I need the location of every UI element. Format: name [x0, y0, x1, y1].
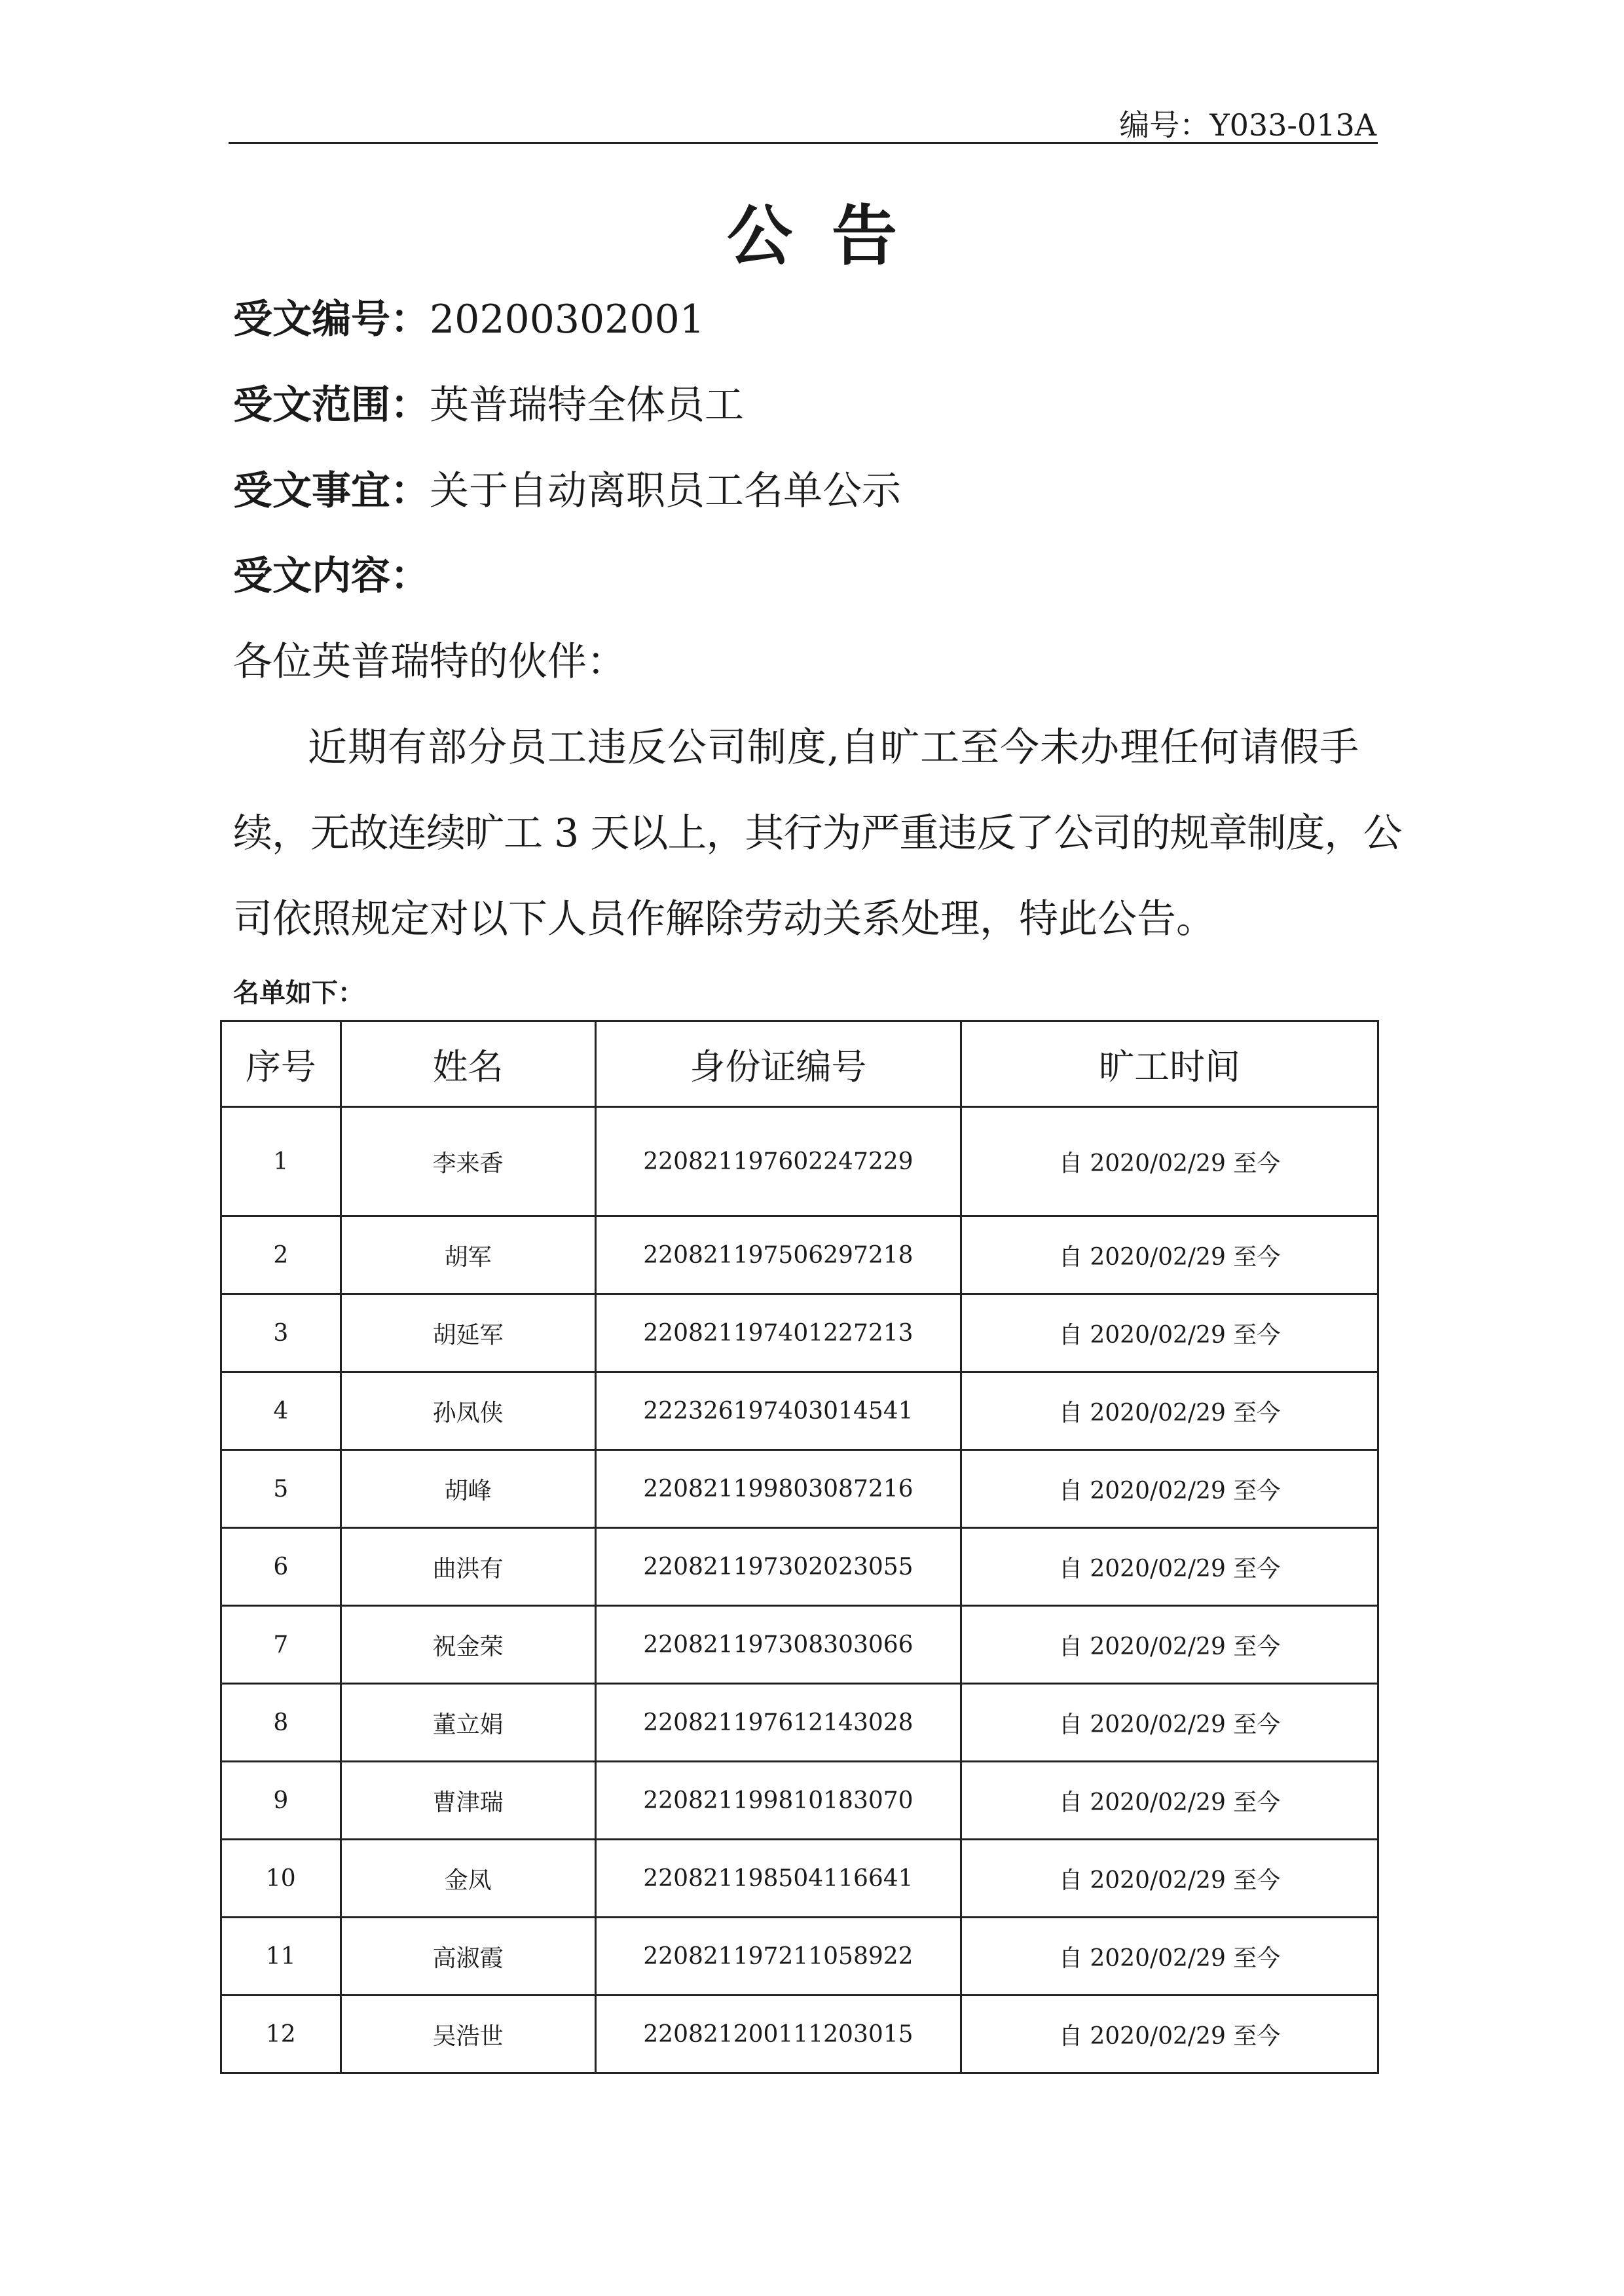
cell-index: 5 — [221, 1450, 341, 1528]
cell-index: 12 — [221, 1995, 341, 2073]
cell-index: 4 — [221, 1372, 341, 1450]
dismissal-table — [220, 1020, 1379, 2074]
body-line-1: 近期有部分员工违反公司制度,自旷工至今未办理任何请假手 — [308, 725, 1360, 771]
cell-index: 9 — [221, 1762, 341, 1840]
cell-name: 金凤 — [341, 1840, 595, 1918]
list-label: 名单如下： — [233, 978, 364, 1008]
cell-absence-time: 自 2020/02/29 至今 — [961, 1216, 1378, 1294]
table-row — [221, 1606, 1378, 1684]
cell-id-number: 220821199810183070 — [595, 1762, 961, 1840]
cell-name: 高淑霞 — [341, 1918, 595, 1995]
cell-id-number: 220821199803087216 — [595, 1450, 961, 1528]
cell-id-number: 220821197612143028 — [595, 1684, 961, 1762]
cell-index: 7 — [221, 1606, 341, 1684]
greeting: 各位英普瑞特的伙伴： — [233, 639, 626, 685]
field-value: 英普瑞特全体员工 — [430, 382, 744, 428]
field-value: 关于自动离职员工名单公示 — [430, 468, 901, 514]
header-id-number: 身份证编号 — [595, 1021, 961, 1107]
cell-absence-time: 自 2020/02/29 至今 — [961, 1684, 1378, 1762]
cell-name: 孙凤侠 — [341, 1372, 595, 1450]
cell-absence-time: 自 2020/02/29 至今 — [961, 1107, 1378, 1216]
header-index: 序号 — [221, 1021, 341, 1107]
table-row — [221, 1107, 1378, 1216]
cell-id-number: 222326197403014541 — [595, 1372, 961, 1450]
cell-index: 10 — [221, 1840, 341, 1918]
field-label: 受文事宜： — [233, 468, 430, 514]
cell-absence-time: 自 2020/02/29 至今 — [961, 1450, 1378, 1528]
cell-absence-time: 自 2020/02/29 至今 — [961, 1840, 1378, 1918]
cell-absence-time: 自 2020/02/29 至今 — [961, 1918, 1378, 1995]
cell-index: 6 — [221, 1528, 341, 1606]
header-name: 姓名 — [341, 1021, 595, 1107]
table-row — [221, 1684, 1378, 1762]
cell-absence-time: 自 2020/02/29 至今 — [961, 1995, 1378, 2073]
table-row — [221, 1216, 1378, 1294]
header-divider — [229, 142, 1378, 144]
body-line-3: 司依照规定对以下人员作解除劳动关系处理，特此公告。 — [233, 896, 1215, 942]
document-number: 编号：Y033-013A — [1119, 107, 1376, 143]
cell-index: 2 — [221, 1216, 341, 1294]
cell-id-number: 220821197506297218 — [595, 1216, 961, 1294]
field-label: 受文范围： — [233, 382, 430, 428]
body-line-2: 续，无故连续旷工 3 天以上，其行为严重违反了公司的规章制度，公 — [233, 811, 1402, 856]
table-row — [221, 1528, 1378, 1606]
cell-name: 胡峰 — [341, 1450, 595, 1528]
table-row — [221, 1294, 1378, 1372]
field-content — [233, 545, 430, 601]
cell-index: 8 — [221, 1684, 341, 1762]
table-header-row — [221, 1021, 1378, 1107]
cell-id-number: 220821197308303066 — [595, 1606, 961, 1684]
cell-name: 吴浩世 — [341, 1995, 595, 2073]
cell-id-number: 220821200111203015 — [595, 1995, 961, 2073]
field-scope — [233, 374, 744, 430]
table-row — [221, 1918, 1378, 1995]
cell-id-number: 220821198504116641 — [595, 1840, 961, 1918]
table-row — [221, 1840, 1378, 1918]
cell-index: 3 — [221, 1294, 341, 1372]
cell-name: 李来香 — [341, 1107, 595, 1216]
cell-absence-time: 自 2020/02/29 至今 — [961, 1294, 1378, 1372]
field-value: 20200302001 — [430, 297, 705, 342]
cell-absence-time: 自 2020/02/29 至今 — [961, 1528, 1378, 1606]
table-row — [221, 1450, 1378, 1528]
field-label: 受文编号： — [233, 297, 430, 342]
table-row — [221, 1762, 1378, 1840]
page-title: 公告 — [727, 197, 936, 274]
cell-name: 祝金荣 — [341, 1606, 595, 1684]
field-label: 受文内容： — [233, 553, 430, 599]
cell-absence-time: 自 2020/02/29 至今 — [961, 1372, 1378, 1450]
cell-id-number: 220821197602247229 — [595, 1107, 961, 1216]
cell-id-number: 220821197401227213 — [595, 1294, 961, 1372]
cell-name: 曲洪有 — [341, 1528, 595, 1606]
cell-id-number: 220821197302023055 — [595, 1528, 961, 1606]
cell-absence-time: 自 2020/02/29 至今 — [961, 1606, 1378, 1684]
cell-id-number: 220821197211058922 — [595, 1918, 961, 1995]
field-subject — [233, 460, 901, 516]
field-doc-number — [233, 288, 705, 344]
table-row — [221, 1372, 1378, 1450]
table-row — [221, 1995, 1378, 2073]
cell-name: 胡军 — [341, 1216, 595, 1294]
cell-absence-time: 自 2020/02/29 至今 — [961, 1762, 1378, 1840]
cell-index: 11 — [221, 1918, 341, 1995]
cell-index: 1 — [221, 1107, 341, 1216]
cell-name: 胡延军 — [341, 1294, 595, 1372]
cell-name: 董立娟 — [341, 1684, 595, 1762]
cell-name: 曹津瑞 — [341, 1762, 595, 1840]
header-absence-time: 旷工时间 — [961, 1021, 1378, 1107]
